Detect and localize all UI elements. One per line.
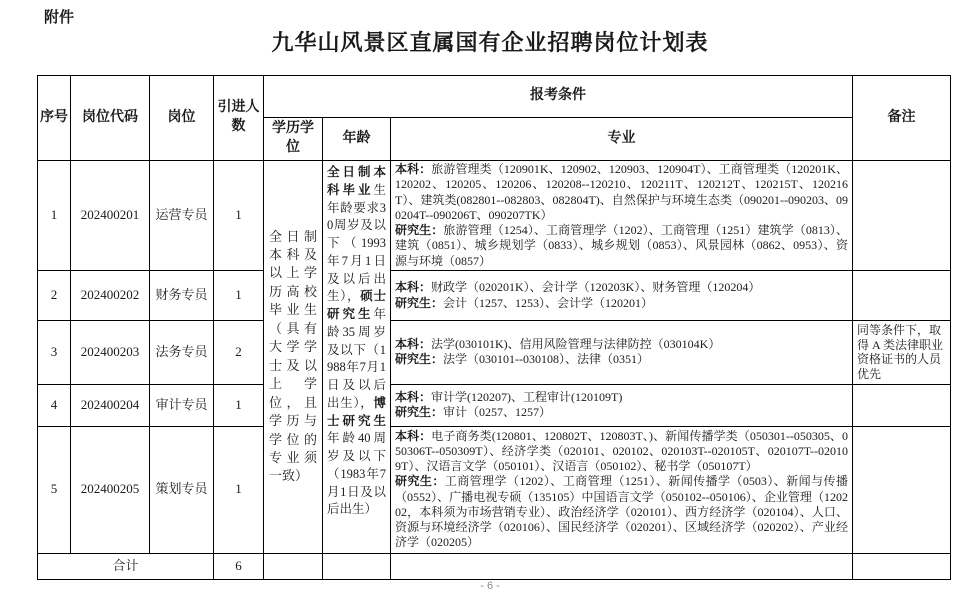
age-requirement-cell: 全日制本科毕业生年龄要求30周岁及以下（1993年7月1日及以后出生），硕士研究生年龄35周岁及以下（1988年7月1日及以后出生），博士研究生年龄40周岁及以下（1983年7月1日及以后出生） <box>323 161 391 554</box>
code-cell: 202400205 <box>71 426 150 553</box>
major-undergrad: 本科：法学(030101K)、信用风险管理与法律防控（030104K） <box>395 337 721 352</box>
major-cell <box>391 384 853 426</box>
recruitment-plan-table <box>37 75 951 580</box>
table-row <box>38 161 951 271</box>
position-cell: 财务专员 <box>150 271 214 321</box>
major-cell <box>391 161 853 271</box>
position-cell: 审计专员 <box>150 384 214 426</box>
col-header-count: 引进人数 <box>214 76 264 161</box>
major-graduate: 研究生：审计（0257、1257） <box>395 405 552 419</box>
col-header-serial: 序号 <box>38 76 71 161</box>
table-row <box>38 384 951 426</box>
col-header-position: 岗位 <box>150 76 214 161</box>
remark-cell <box>853 161 951 271</box>
major-cell <box>391 271 853 321</box>
col-header-degree: 学历学位 <box>264 118 323 161</box>
col-header-conditions: 报考条件 <box>264 76 853 118</box>
major-graduate: 研究生：法学（030101--030108）、法律（0351） <box>395 352 650 367</box>
major-undergrad: 本科：电子商务类(120801、120802T、120803T、)、新闻传播学类（050301--050305、050306T--050309T）、经济学类（020101、020102、020103T--020105T、020107T--020109T）、汉语言文学（050101）、汉语言（050102）、秘书学（050107T） <box>395 428 849 474</box>
major-cell <box>391 321 853 385</box>
remark-cell <box>853 426 951 553</box>
major-cell <box>391 426 853 553</box>
page-number: - 6 - <box>480 580 500 592</box>
col-header-age: 年龄 <box>323 118 391 161</box>
code-cell: 202400201 <box>71 161 150 271</box>
count-cell: 1 <box>214 271 264 321</box>
col-header-code: 岗位代码 <box>71 76 150 161</box>
table-row <box>38 321 951 385</box>
empty-major-cell <box>391 553 853 579</box>
remark-cell <box>853 271 951 321</box>
serial-cell: 5 <box>38 426 71 553</box>
major-undergrad: 本科：旅游管理类（120901K、120902、120903、120904T）、工商管理类（120201K、120202、120205、120206、120208--120210、120211T、120212T、120215T、120216T）、建筑类(082801--082803、082804T)、自然保护与环境生态类（090201--090203、090204T--090206T、090207TK） <box>395 162 849 222</box>
position-cell: 法务专员 <box>150 321 214 385</box>
count-cell: 1 <box>214 426 264 553</box>
code-cell: 202400203 <box>71 321 150 385</box>
empty-age-cell <box>323 553 391 579</box>
table-row <box>38 271 951 321</box>
serial-cell: 3 <box>38 321 71 385</box>
major-undergrad: 本科：审计学(120207)、工程审计(120109T) <box>395 389 623 404</box>
col-header-major: 专业 <box>391 118 853 161</box>
total-label-cell: 合计 <box>38 553 214 579</box>
col-header-remark: 备注 <box>853 76 951 161</box>
major-graduate: 研究生：工商管理学（1202）、工商管理（1251）、新闻传播学（0503）、新闻与传播（0552）、广播电视专硕（135105）中国语言文学（050102--050106）、企业管理（120202，本科须为市场营销专业）、政治经济学（020101）、西方经济学（020104）、人口、资源与环境经济学（020106）、国民经济学（020201）、区域经济学（020202）、产业经济学（020205） <box>395 474 849 550</box>
position-cell: 策划专员 <box>150 426 214 553</box>
major-graduate: 研究生：会计（1257、1253）、会计学（120201） <box>395 295 654 310</box>
remark-cell <box>853 384 951 426</box>
attachment-label: 附件 <box>44 10 75 26</box>
count-cell: 2 <box>214 321 264 385</box>
count-cell: 1 <box>214 384 264 426</box>
total-count-cell: 6 <box>214 553 264 579</box>
total-row <box>38 553 951 579</box>
code-cell: 202400202 <box>71 271 150 321</box>
serial-cell: 1 <box>38 161 71 271</box>
major-undergrad: 本科：财政学（020201K）、会计学（120203K）、财务管理（120204） <box>395 280 761 295</box>
position-cell: 运营专员 <box>150 161 214 271</box>
degree-requirement-cell: 全日制本科及以上学历高校毕业生（具有大学学士及以上学位，且学历与学位的专业须一致） <box>264 161 323 554</box>
serial-cell: 4 <box>38 384 71 426</box>
page-title: 九华山风景区直属国有企业招聘岗位计划表 <box>271 30 709 55</box>
major-graduate: 研究生：旅游管理（1254）、工商管理学（1202）、工商管理（1251）建筑学（0813）、建筑（0851）、城乡规划学（0833）、城乡规划（0853）、风景园林（0862、0953）、资源与环境（0857） <box>395 223 849 268</box>
count-cell: 1 <box>214 161 264 271</box>
code-cell: 202400204 <box>71 384 150 426</box>
table-row <box>38 426 951 553</box>
remark-cell: 同等条件下，取得 A 类法律职业资格证书的人员优先 <box>853 321 951 385</box>
serial-cell: 2 <box>38 271 71 321</box>
empty-degree-cell <box>264 553 323 579</box>
empty-remark-cell <box>853 553 951 579</box>
